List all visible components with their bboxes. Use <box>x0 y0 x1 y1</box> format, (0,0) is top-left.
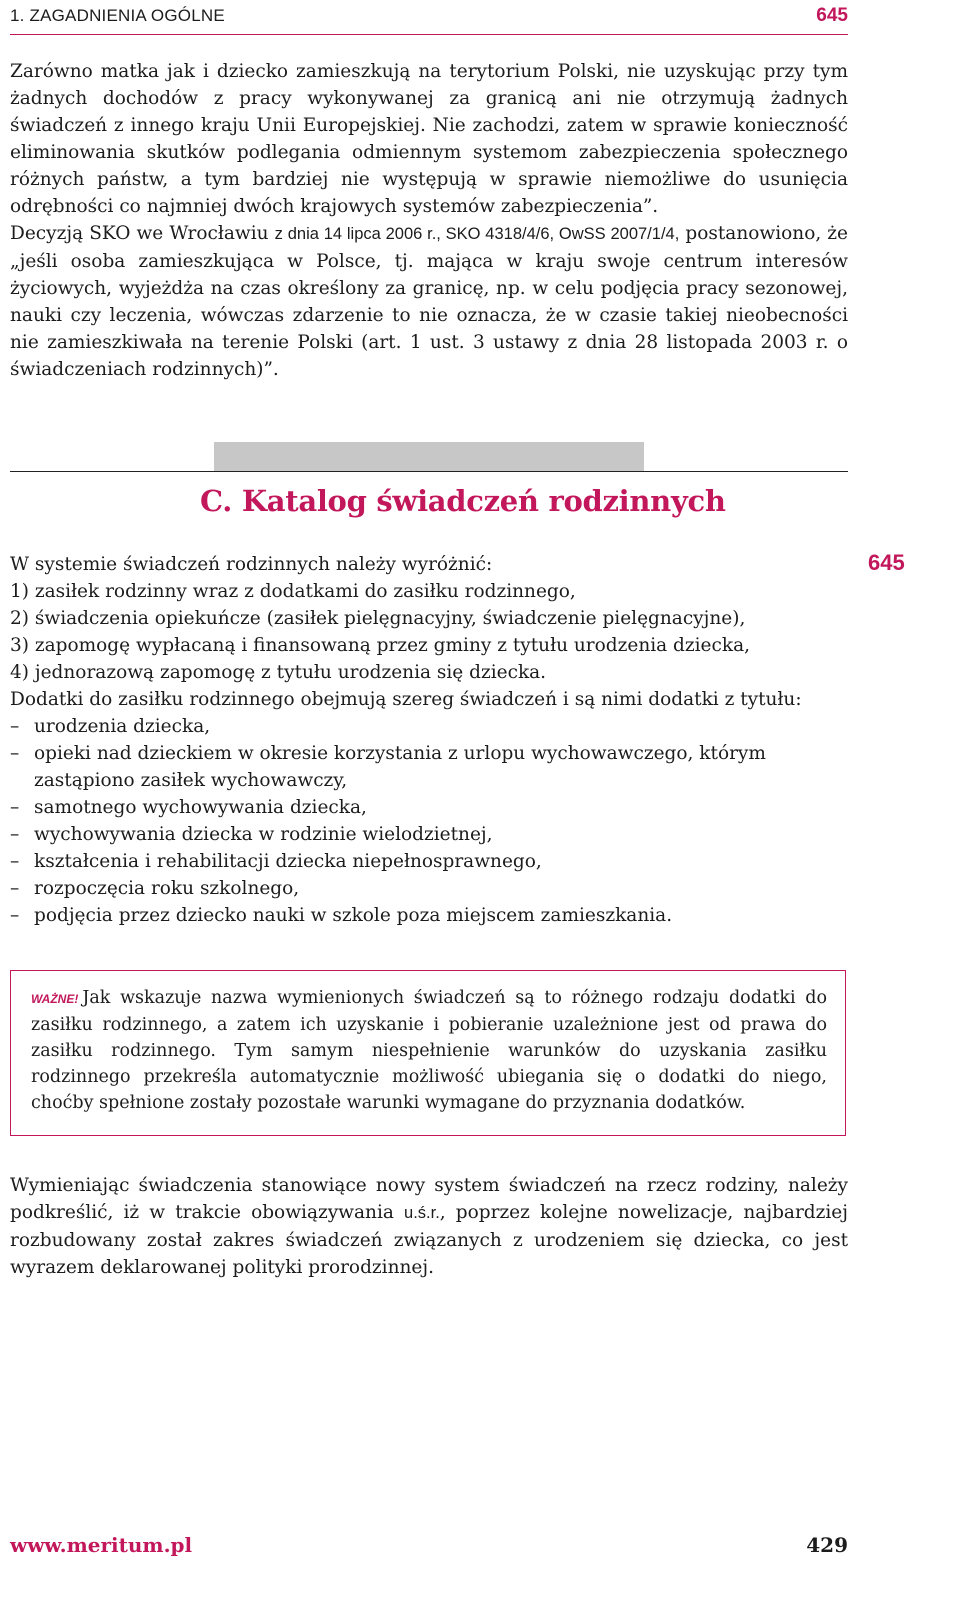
section-title: C. Katalog świadczeń rodzinnych <box>200 484 726 518</box>
list-item <box>10 713 848 740</box>
footer-website-link[interactable]: www.meritum.pl <box>10 1533 193 1557</box>
list-item-text: urodzenia dziecka, <box>34 716 211 737</box>
enumeration-item: 4) jednorazową zapomogę z tytułu urodzenia się dziecka. <box>10 662 547 683</box>
closing-text <box>10 1172 848 1281</box>
dash-bullet: – <box>10 905 20 926</box>
p2-start: Decyzją SKO we Wrocławiu <box>10 223 275 244</box>
intro-paragraphs <box>10 58 848 383</box>
list-item <box>10 821 848 848</box>
closing-rest: , poprzez kolejne nowelizacje, najbardziej rozbudowany został zakres świadczeń związanych z urodzeniem się dziecka, co jest wyrazem deklarowanej polityki prorodzinnej. <box>10 1202 848 1278</box>
header-rule <box>10 34 848 35</box>
list-item <box>10 902 848 929</box>
enumeration-item: 1) zasiłek rodzinny wraz z dodatkami do zasiłku rodzinnego, <box>10 581 576 602</box>
important-note-box <box>10 970 846 1136</box>
chapter-title: 1. ZAGADNIENIA OGÓLNE <box>10 6 225 25</box>
margin-number: 645 <box>868 550 905 575</box>
p2-rest: postanowiono, że „jeśli osoba zamieszkująca w Polsce, tj. mająca w kraju swoje centrum interesów życiowych, wyjeżdża na czas określony za granicę, np. w celu podjęcia pracy sezonowej, nauki czy leczenia, wówczas zdarzenie to nie oznacza, że w czasie takiej nieobecności nie zamieszkiwała na terenie Polski (art. 1 ust. 3 ustawy z dnia 28 listopada 2003 r. o świadczeniach rodzinnych)”. <box>10 223 848 380</box>
enumeration-item: 3) zapomogę wypłacaną i finansowaną przez gminy z tytułu urodzenia dziecka, <box>10 635 750 656</box>
note-text: Jak wskazuje nazwa wymienionych świadczeń są to różnego rodzaju dodatki do zasiłku rodzinnego, a zatem ich uzyskanie i pobieranie uzależnione jest od prawa do zasiłku rodzinnego. Tym samym niespełnienie warunków do uzyskania zasiłku rodzinnego przekreśla automatycznie możliwość ubiegania się o dodatki do niego, choćby spełnione zostały pozostałe warunki wymagane do przyznania dodatków. <box>31 988 827 1113</box>
list-item <box>10 794 848 821</box>
enumeration-block <box>10 551 848 713</box>
closing-abbreviation: u.ś.r. <box>404 1204 440 1222</box>
list-item-text: wychowywania dziecka w rodzinie wielodzietnej, <box>34 824 493 845</box>
list-item-text: samotnego wychowywania dziecka, <box>34 797 367 818</box>
list-item-text: rozpoczęcia roku szkolnego, <box>34 878 300 899</box>
enumeration-lead: W systemie świadczeń rodzinnych należy wyróżnić: <box>10 554 493 575</box>
note-label: WAŻNE! <box>31 992 79 1006</box>
supplements-list <box>10 713 848 929</box>
enumeration-item: 2) świadczenia opiekuńcze (zasiłek pielęgnacyjny, świadczenie pielęgnacyjne), <box>10 608 746 629</box>
list-item-text: podjęcia przez dziecko nauki w szkole poza miejscem zamieszkania. <box>34 905 673 926</box>
running-header <box>10 0 848 34</box>
closing-start: Wymieniając świadczenia stanowiące nowy system świadczeń na rzecz rodziny, należy podkreślić, iż w trakcie obowiązywania <box>10 1175 848 1223</box>
intro-paragraph-1: Zarówno matka jak i dziecko zamieszkują na terytorium Polski, nie uzyskując przy tym żadnych dochodów z pracy wykonywanej za granicą ani nie otrzymują żadnych świadczeń z innego kraju Unii Europejskiej. Nie zachodzi, zatem w sprawie konieczność eliminowania skutków podlegania odmiennym systemom zabezpieczenia społecznego różnych państw, a tym bardziej nie występują w sprawie niemożliwe do usunięcia odrębności co najmniej dwóch krajowych systemów zabezpieczenia”. <box>10 61 848 217</box>
dash-bullet: – <box>10 797 20 818</box>
section-decor-bar <box>214 442 644 471</box>
intro-paragraph-2 <box>10 220 848 383</box>
list-item-text: kształcenia i rehabilitacji dziecka niepełnosprawnego, <box>34 851 542 872</box>
note-content <box>31 985 827 1116</box>
header-page-ref: 645 <box>816 5 848 26</box>
list-item-text: opieki nad dzieckiem w okresie korzystania z urlopu wychowawczego, którym zastąpiono zasiłek wychowawczy, <box>34 743 766 791</box>
p2-citation: z dnia 14 lipca 2006 r., SKO 4318/4/6, OwSS 2007/1/4, <box>274 225 680 243</box>
dash-bullet: – <box>10 716 20 737</box>
footer-page-number: 429 <box>806 1533 848 1557</box>
supplements-lead: Dodatki do zasiłku rodzinnego obejmują szereg świadczeń i są nimi dodatki z tytułu: <box>10 689 802 710</box>
dash-bullet: – <box>10 743 20 764</box>
list-item <box>10 740 848 794</box>
closing-paragraph <box>10 1172 848 1281</box>
dash-bullet: – <box>10 878 20 899</box>
list-item <box>10 848 848 875</box>
dash-bullet: – <box>10 824 20 845</box>
dash-bullet: – <box>10 851 20 872</box>
list-item <box>10 875 848 902</box>
section-rule <box>10 471 848 472</box>
